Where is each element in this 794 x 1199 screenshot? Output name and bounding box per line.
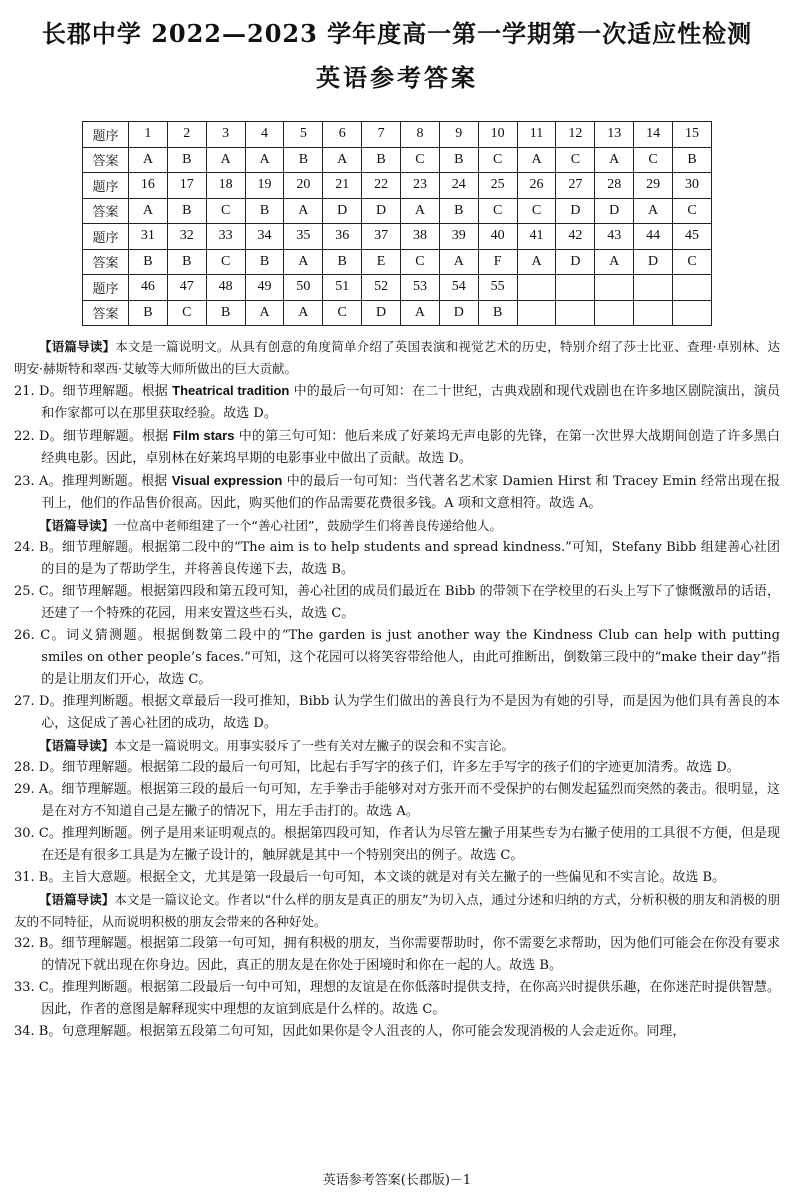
answer-key-cell: 13	[595, 122, 634, 148]
explanation-text: 33. C。推理判断题。根据第二段最后一句中可知，理想的友谊是在你低落时提供支持，在你高兴时提供乐趣，在你迷茫时提供智慧。因此，作者的意图是解释现实中理想的友谊到底是什么样的。故选 C。	[14, 980, 780, 1017]
answer-key-cell: B	[167, 198, 206, 224]
passage-guide-text: 本文是一篇议论文。作者以“什么样的朋友是真正的朋友”为切入点，通过分述和归纳的方式，分析积极的朋友和消极的朋友的不同特征，从而说明积极的朋友会带来的各种好处。	[14, 892, 780, 929]
passage-guide	[14, 336, 780, 380]
passage-guide-tag: 【语篇导读】	[39, 892, 115, 907]
answer-key-cell: C	[556, 147, 595, 173]
explanation-text: 30. C。推理判断题。例子是用来证明观点的。根据第四段可知，作者认为尽管左撇子用某些专为右撇子使用的工具很不方便，但是现在还是有很多工具是为左撇子设计的，触屏就是其中一个特别突出的例子。故选 C。	[14, 826, 780, 863]
row-label: 题序	[83, 122, 129, 148]
answer-key-cell: 23	[401, 173, 440, 199]
answer-key-cell: D	[362, 198, 401, 224]
answer-key-cell: A	[245, 300, 284, 326]
answer-key-cell: B	[167, 249, 206, 275]
answer-key-cell: 43	[595, 224, 634, 250]
answer-explanation	[14, 625, 780, 691]
answer-key-cell: 53	[401, 275, 440, 301]
answer-key-table	[82, 121, 712, 326]
answer-key-cell: C	[634, 147, 673, 173]
answer-key-cell: 3	[206, 122, 245, 148]
document-subtitle: 英语参考答案	[316, 63, 478, 92]
answer-key-cell: 1	[129, 122, 168, 148]
passage-guide-text: 本文是一篇说明文。从具有创意的角度简单介绍了英国表演和视觉艺术的历史，特别介绍了莎士比亚、查理·卓别林、达明安·赫斯特和翠西·艾敏等大师所做出的巨大贡献。	[14, 339, 780, 376]
answer-explanation	[14, 779, 780, 823]
answer-key-cell: B	[478, 300, 517, 326]
answer-key-cell: A	[439, 249, 478, 275]
answer-key-cell: A	[284, 300, 323, 326]
answer-explanation	[14, 537, 780, 581]
answer-key-cell	[595, 275, 634, 301]
answer-key-cell: C	[401, 249, 440, 275]
answer-key-cell: C	[206, 198, 245, 224]
answer-key-cell: B	[673, 147, 712, 173]
answer-key-cell: D	[634, 249, 673, 275]
answer-key-row	[83, 300, 712, 326]
answer-key-cell: 32	[167, 224, 206, 250]
answer-key-cell: C	[673, 249, 712, 275]
answer-key-cell: A	[284, 198, 323, 224]
row-label: 答案	[83, 300, 129, 326]
answer-key-row	[83, 122, 712, 148]
answer-key-cell: B	[323, 249, 362, 275]
answer-key-cell: 50	[284, 275, 323, 301]
answer-key-cell: 9	[439, 122, 478, 148]
answer-key-cell: A	[401, 198, 440, 224]
answer-key-cell	[673, 275, 712, 301]
section-keyword: Visual expression	[171, 473, 283, 488]
answer-explanation	[14, 691, 780, 735]
explanation-text: 中的最后一句可知：在二十世纪，古典戏剧和现代戏剧也在许多地区剧院演出，演员和作家都可以在那里获取经验。故选 D。	[41, 384, 780, 421]
passage-guide	[14, 515, 780, 537]
answer-key-cell: A	[129, 198, 168, 224]
explanation-text: 25. C。细节理解题。根据第四段和第五段可知，善心社团的成员们最近在 Bibb 的带领下在学校里的石头上写下了慷慨激昂的话语，还建了一个特殊的花园，用来安置这些石头，故选 C。	[14, 584, 780, 621]
answer-key-cell: B	[245, 249, 284, 275]
answer-key-cell: 38	[401, 224, 440, 250]
explanation-text: 22. D。细节理解题。根据	[14, 429, 173, 444]
row-label: 题序	[83, 275, 129, 301]
answer-explanation	[14, 380, 780, 425]
explanation-text: 34. B。句意理解题。根据第五段第二句可知，因此如果你是令人沮丧的人，你可能会发现消极的人会走近你。同理，	[14, 1024, 686, 1039]
answer-key-cell: E	[362, 249, 401, 275]
answer-key-cell: B	[362, 147, 401, 173]
answer-key-cell	[556, 275, 595, 301]
answer-key-cell	[595, 300, 634, 326]
answer-key-cell	[634, 300, 673, 326]
answer-key-cell: A	[401, 300, 440, 326]
answer-key-cell: A	[634, 198, 673, 224]
answer-key-cell: C	[478, 147, 517, 173]
answer-key-cell: C	[517, 198, 556, 224]
answer-key-cell: C	[206, 249, 245, 275]
answer-explanation	[14, 581, 780, 625]
answer-key-cell: 39	[439, 224, 478, 250]
answer-key-cell: A	[595, 249, 634, 275]
row-label: 题序	[83, 173, 129, 199]
answer-key-cell: 42	[556, 224, 595, 250]
answer-key-cell: C	[323, 300, 362, 326]
answer-key-cell: 54	[439, 275, 478, 301]
answer-key-cell: 55	[478, 275, 517, 301]
answer-key-cell: 48	[206, 275, 245, 301]
passage-guide-tag: 【语篇导读】	[39, 738, 115, 753]
answer-key-cell: B	[284, 147, 323, 173]
explanation-text: 28. D。细节理解题。根据第二段的最后一句可知，比起右手写字的孩子们，许多左手写字的孩子们的字迹更加清秀。故选 D。	[14, 760, 740, 775]
answer-key-cell: C	[167, 300, 206, 326]
answer-key-cell: 7	[362, 122, 401, 148]
answer-explanation	[14, 470, 780, 515]
answer-key-cell: 49	[245, 275, 284, 301]
explanation-text: 27. D。推理判断题。根据文章最后一段可推知，Bibb 认为学生们做出的善良行为不是因为有她的引导，而是因为他们具有善良的本心，这促成了善心社团的成功，故选 D。	[14, 694, 780, 731]
passage-guide-tag: 【语篇导读】	[39, 339, 116, 354]
answer-key-cell: 26	[517, 173, 556, 199]
answer-key-cell: 51	[323, 275, 362, 301]
answer-key-cell: 41	[517, 224, 556, 250]
answer-key-cell: D	[323, 198, 362, 224]
answer-key-cell: A	[129, 147, 168, 173]
answer-key-cell: B	[129, 300, 168, 326]
answer-key-cell: 52	[362, 275, 401, 301]
answer-key-cell: 36	[323, 224, 362, 250]
passage-guide-text: 本文是一篇说明文。用事实驳斥了一些有关对左撇子的误会和不实言论。	[114, 738, 515, 753]
answer-key-cell: B	[245, 198, 284, 224]
answer-key-cell: B	[439, 198, 478, 224]
answer-key-cell: D	[556, 198, 595, 224]
answer-key-cell: 45	[673, 224, 712, 250]
answer-key-cell: 15	[673, 122, 712, 148]
section-keyword: Theatrical tradition	[172, 383, 290, 398]
explanation-text: 21. D。细节理解题。根据	[14, 384, 173, 399]
passage-guide-tag: 【语篇导读】	[39, 518, 115, 533]
answer-key-cell: 19	[245, 173, 284, 199]
answer-key-cell: D	[595, 198, 634, 224]
answer-key-cell: B	[206, 300, 245, 326]
explanation-text: 31. B。主旨大意题。根据全文，尤其是第一段最后一句可知，本文谈的就是对有关左撇子的一些偏见和不实言论。故选 B。	[14, 870, 726, 885]
answer-key-cell: 8	[401, 122, 440, 148]
answer-explanation	[14, 977, 780, 1021]
answer-key-cell: C	[673, 198, 712, 224]
answer-explanation	[14, 425, 780, 470]
answer-key-cell: 28	[595, 173, 634, 199]
explanation-text: 29. A。细节理解题。根据第三段的最后一句可知，左手拳击手能够对对方张开而不受保护的右侧发起猛烈而突然的袭击。很明显，这是在对方不知道自己是左撇子的情况下，用左手击打的。故选 A。	[14, 782, 780, 819]
explanation-text: 中的最后一句可知：当代著名艺术家 Damien Hirst 和 Tracey Emin 经常出现在报刊上，他们的作品售价很高。因此，购买他们的作品需要花费很多钱。A 项和文意相符。故选 A。	[41, 474, 780, 511]
answer-key-row	[83, 173, 712, 199]
passage-guide	[14, 735, 780, 757]
answer-explanation	[14, 823, 780, 867]
answer-key-cell: 30	[673, 173, 712, 199]
answer-key-cell: B	[439, 147, 478, 173]
answer-key-cell: 10	[478, 122, 517, 148]
answer-key-cell: 18	[206, 173, 245, 199]
explanation-text: 26. C。词义猜测题。根据倒数第二段中的“The garden is just another way the Kindness Club can help with putting smiles on other people’s faces.”可知，这个花园可以将笑容带给他人，由此可推断出，倒数第三段中的“make their day”指的是让朋友们开心，故选 C。	[14, 628, 780, 687]
explanation-text: 23. A。推理判断题。根据	[14, 474, 172, 489]
answer-key-cell: 37	[362, 224, 401, 250]
answer-key-cell: A	[517, 249, 556, 275]
answer-key-cell	[517, 300, 556, 326]
answer-key-cell: 12	[556, 122, 595, 148]
answer-key-cell: 17	[167, 173, 206, 199]
answer-key-cell: A	[284, 249, 323, 275]
answer-key-cell: B	[167, 147, 206, 173]
answer-key-cell: 4	[245, 122, 284, 148]
answer-key-cell: 33	[206, 224, 245, 250]
answer-key-row	[83, 147, 712, 173]
answer-key-cell: 31	[129, 224, 168, 250]
answer-key-cell: B	[129, 249, 168, 275]
answer-explanation	[14, 1021, 780, 1043]
answer-key-cell: 40	[478, 224, 517, 250]
answer-key-cell: D	[362, 300, 401, 326]
answer-key-row	[83, 249, 712, 275]
answer-key-cell: C	[401, 147, 440, 173]
answer-key-cell: 27	[556, 173, 595, 199]
answer-key-cell: C	[478, 198, 517, 224]
answer-key-cell	[556, 300, 595, 326]
answer-explanation	[14, 757, 780, 779]
answer-key-row	[83, 275, 712, 301]
section-keyword: Film stars	[172, 428, 235, 443]
row-label: 答案	[83, 249, 129, 275]
answer-key-cell: A	[323, 147, 362, 173]
answer-key-cell: 34	[245, 224, 284, 250]
page-footer: 英语参考答案(长郡版)－1	[322, 1173, 472, 1188]
passage-guide-text: 一位高中老师组建了一个“善心社团”，鼓励学生们将善良传递给他人。	[114, 518, 502, 533]
answer-key-cell: A	[595, 147, 634, 173]
answer-key-cell: 2	[167, 122, 206, 148]
answer-key-cell: 21	[323, 173, 362, 199]
answer-key-cell: D	[556, 249, 595, 275]
answer-key-cell: 11	[517, 122, 556, 148]
explanation-text: 24. B。细节理解题。根据第二段中的“The aim is to help students and spread kindness.”可知，Stefany Bibb 组建善心社团的目的是为了帮助学生，并将善良传递下去，故选 B。	[14, 540, 780, 577]
answer-key-cell: 44	[634, 224, 673, 250]
answer-key-cell	[673, 300, 712, 326]
answer-key-cell: 5	[284, 122, 323, 148]
answer-key-cell	[634, 275, 673, 301]
answer-key-cell: 25	[478, 173, 517, 199]
answer-key-cell	[517, 275, 556, 301]
answer-key-cell: 47	[167, 275, 206, 301]
answer-key-cell: 20	[284, 173, 323, 199]
row-label: 答案	[83, 198, 129, 224]
answer-key-cell: F	[478, 249, 517, 275]
answer-key-cell: 29	[634, 173, 673, 199]
row-label: 题序	[83, 224, 129, 250]
answer-key-cell: 16	[129, 173, 168, 199]
answer-key-cell: A	[517, 147, 556, 173]
document-title: 长郡中学 2022—2023 学年度高一第一学期第一次适应性检测	[41, 19, 753, 48]
row-label: 答案	[83, 147, 129, 173]
answer-key-cell: 14	[634, 122, 673, 148]
answer-explanation	[14, 867, 780, 889]
answer-key-cell: 46	[129, 275, 168, 301]
answer-key-cell: A	[206, 147, 245, 173]
answer-key-row	[83, 198, 712, 224]
answer-key-cell: A	[245, 147, 284, 173]
explanations	[14, 336, 780, 1043]
answer-key-cell: 35	[284, 224, 323, 250]
explanation-text: 中的第三句可知：他后来成了好莱坞无声电影的先锋，在第一次世界大战期间创造了许多黑白经典电影。因此，卓别林在好莱坞早期的电影事业中做出了贡献。故选 D。	[41, 429, 780, 466]
explanation-text: 32. B。细节理解题。根据第二段第一句可知，拥有积极的朋友，当你需要帮助时，你不需要乞求帮助，因为他们可能会在你没有要求的情况下就出现在你身边。因此，真正的朋友是在你处于困境时和你在一起的人。故选 B。	[14, 936, 780, 973]
answer-key-cell: D	[439, 300, 478, 326]
passage-guide	[14, 889, 780, 933]
answer-key-cell: 6	[323, 122, 362, 148]
answer-explanation	[14, 933, 780, 977]
answer-key-cell: 24	[439, 173, 478, 199]
answer-key-row	[83, 224, 712, 250]
answer-key-cell: 22	[362, 173, 401, 199]
